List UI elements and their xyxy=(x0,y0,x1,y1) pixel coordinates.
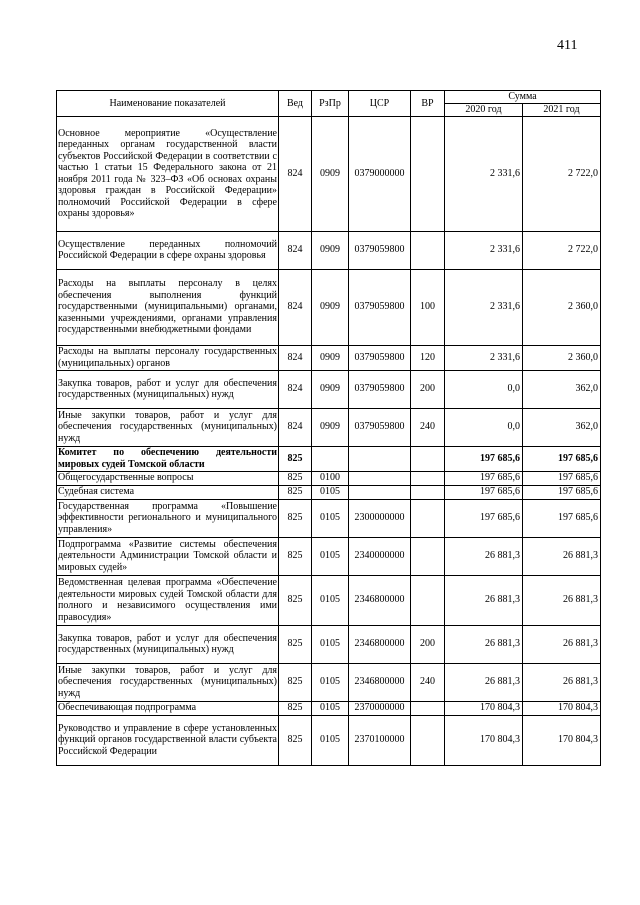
row-ved: 824 xyxy=(279,269,312,345)
row-sum-2020: 2 331,6 xyxy=(445,269,523,345)
row-sum-2021: 197 685,6 xyxy=(523,485,601,499)
row-sum-2020: 197 685,6 xyxy=(445,485,523,499)
row-name: Иные закупки товаров, работ и услуг для обеспечения государственных (муниципальных) нужд xyxy=(57,663,279,701)
header-name: Наименование показателей xyxy=(57,91,279,117)
table-row xyxy=(57,446,601,471)
row-sum-2020: 26 881,3 xyxy=(445,663,523,701)
row-sum-2020: 26 881,3 xyxy=(445,625,523,663)
row-ved: 824 xyxy=(279,116,312,231)
row-ved: 825 xyxy=(279,701,312,715)
row-rzpr: 0100 xyxy=(312,471,349,485)
table-row xyxy=(57,575,601,625)
header-2021: 2021 год xyxy=(523,103,601,116)
row-rzpr: 0105 xyxy=(312,499,349,537)
row-vr: 120 xyxy=(411,345,445,370)
row-vr: 240 xyxy=(411,663,445,701)
table-row xyxy=(57,485,601,499)
row-csr: 0379059800 xyxy=(349,231,411,269)
row-vr: 100 xyxy=(411,269,445,345)
row-vr xyxy=(411,701,445,715)
row-sum-2020: 170 804,3 xyxy=(445,715,523,765)
row-csr: 0379059800 xyxy=(349,345,411,370)
row-csr: 0379059800 xyxy=(349,269,411,345)
row-ved: 824 xyxy=(279,370,312,408)
row-name: Комитет по обеспечению деятельности мировых судей Томской области xyxy=(58,447,277,470)
table-row xyxy=(57,116,601,231)
row-sum-2021: 2 360,0 xyxy=(523,269,601,345)
row-sum-2020: 170 804,3 xyxy=(445,701,523,715)
table-row xyxy=(57,269,601,345)
row-csr: 0379000000 xyxy=(349,116,411,231)
row-ved: 824 xyxy=(279,408,312,446)
row-rzpr: 0105 xyxy=(312,663,349,701)
row-name: Судебная система xyxy=(57,485,279,499)
row-sum-2020: 26 881,3 xyxy=(445,575,523,625)
row-csr: 2340000000 xyxy=(349,537,411,575)
row-rzpr: 0105 xyxy=(312,715,349,765)
row-ved: 825 xyxy=(279,485,312,499)
row-name: Руководство и управление в сфере установленных функций органов государственной власти субъекта Российской Федерации xyxy=(57,715,279,765)
row-csr xyxy=(349,485,411,499)
budget-table xyxy=(56,90,601,766)
table-row xyxy=(57,231,601,269)
row-sum-2021: 170 804,3 xyxy=(523,701,601,715)
row-rzpr: 0909 xyxy=(312,116,349,231)
row-csr xyxy=(349,446,411,471)
header-2020: 2020 год xyxy=(445,103,523,116)
row-rzpr: 0105 xyxy=(312,485,349,499)
row-sum-2021: 362,0 xyxy=(523,370,601,408)
row-sum-2020: 0,0 xyxy=(445,408,523,446)
row-ved: 825 xyxy=(279,575,312,625)
row-sum-2020: 197 685,6 xyxy=(445,471,523,485)
row-name: Расходы на выплаты персоналу в целях обеспечения выполнения функций государственными (муниципальными) органами, казенными учреждениями, органами управления государственными внебюджетными фондами xyxy=(57,269,279,345)
row-rzpr: 0909 xyxy=(312,370,349,408)
row-sum-2021: 2 722,0 xyxy=(523,231,601,269)
row-rzpr: 0909 xyxy=(312,231,349,269)
row-name: Подпрограмма «Развитие системы обеспечения деятельности Администрации Томской области и мировых судей» xyxy=(57,537,279,575)
table-body xyxy=(57,116,601,765)
table-row xyxy=(57,370,601,408)
header-sum: Сумма xyxy=(445,91,601,104)
row-name: Расходы на выплаты персоналу государственных (муниципальных) органов xyxy=(58,346,277,369)
row-sum-2021: 2 722,0 xyxy=(523,116,601,231)
row-sum-2021: 26 881,3 xyxy=(523,575,601,625)
row-sum-2021: 26 881,3 xyxy=(523,625,601,663)
row-ved: 825 xyxy=(279,625,312,663)
row-name: Закупка товаров, работ и услуг для обеспечения государственных (муниципальных) нужд xyxy=(57,370,279,408)
row-sum-2020: 2 331,6 xyxy=(445,345,523,370)
row-ved: 825 xyxy=(279,471,312,485)
table-row xyxy=(57,625,601,663)
row-rzpr: 0909 xyxy=(312,408,349,446)
table-row xyxy=(57,701,601,715)
row-vr xyxy=(411,446,445,471)
header-ved: Вед xyxy=(279,91,312,117)
row-csr: 2370000000 xyxy=(349,701,411,715)
row-ved: 825 xyxy=(279,663,312,701)
row-rzpr: 0909 xyxy=(312,269,349,345)
row-ved: 824 xyxy=(279,231,312,269)
row-sum-2021: 2 360,0 xyxy=(523,345,601,370)
row-sum-2020: 0,0 xyxy=(445,370,523,408)
table-row xyxy=(57,471,601,485)
row-ved: 825 xyxy=(279,446,312,471)
row-vr: 240 xyxy=(411,408,445,446)
header-csr: ЦСР xyxy=(349,91,411,117)
row-rzpr: 0105 xyxy=(312,537,349,575)
row-sum-2021: 26 881,3 xyxy=(523,663,601,701)
row-sum-2020: 2 331,6 xyxy=(445,116,523,231)
row-csr: 0379059800 xyxy=(349,408,411,446)
row-sum-2021: 170 804,3 xyxy=(523,715,601,765)
row-sum-2021: 26 881,3 xyxy=(523,537,601,575)
table-row xyxy=(57,499,601,537)
row-vr xyxy=(411,471,445,485)
row-rzpr: 0909 xyxy=(312,345,349,370)
header-vr: ВР xyxy=(411,91,445,117)
row-vr xyxy=(411,116,445,231)
row-csr: 2346800000 xyxy=(349,663,411,701)
row-ved: 824 xyxy=(279,345,312,370)
row-vr: 200 xyxy=(411,625,445,663)
row-sum-2020: 197 685,6 xyxy=(445,499,523,537)
row-rzpr: 0105 xyxy=(312,701,349,715)
row-name: Осуществление переданных полномочий Российской Федерации в сфере охраны здоровья xyxy=(57,231,279,269)
table-row xyxy=(57,408,601,446)
row-name: Закупка товаров, работ и услуг для обеспечения государственных (муниципальных) нужд xyxy=(57,625,279,663)
row-vr xyxy=(411,231,445,269)
row-vr xyxy=(411,499,445,537)
row-name: Общегосударственные вопросы xyxy=(57,471,279,485)
row-ved: 825 xyxy=(279,537,312,575)
row-ved: 825 xyxy=(279,499,312,537)
page-number: 411 xyxy=(557,38,578,53)
table-row xyxy=(57,663,601,701)
table-row xyxy=(57,715,601,765)
row-name: Государственная программа «Повышение эффективности регионального и муниципального управления» xyxy=(57,499,279,537)
row-csr xyxy=(349,471,411,485)
row-rzpr xyxy=(312,446,349,471)
row-name: Основное мероприятие «Осуществление переданных органам государственной власти субъектов Российской Федерации в соответствии с частью 1 статьи 15 Федерального закона от 21 ноября 2011 года № 323–ФЗ «Об основах охраны здоровья граждан в Российской Федерации» полномочий Российской Федерации в сфере охраны здоровья» xyxy=(57,116,279,231)
header-rzpr: РзПр xyxy=(312,91,349,117)
row-vr xyxy=(411,715,445,765)
row-rzpr: 0105 xyxy=(312,575,349,625)
row-sum-2020: 26 881,3 xyxy=(445,537,523,575)
row-csr: 2346800000 xyxy=(349,625,411,663)
row-sum-2021: 197 685,6 xyxy=(523,446,601,471)
row-name: Ведомственная целевая программа «Обеспечение деятельности мировых судей Томской области для полного и независимого осуществления ими правосудия» xyxy=(57,575,279,625)
row-name: Иные закупки товаров, работ и услуг для обеспечения государственных (муниципальных) нужд xyxy=(57,408,279,446)
table-header xyxy=(57,91,601,117)
row-sum-2021: 197 685,6 xyxy=(523,471,601,485)
row-sum-2020: 197 685,6 xyxy=(445,446,523,471)
row-vr xyxy=(411,485,445,499)
row-csr: 2346800000 xyxy=(349,575,411,625)
row-csr: 2300000000 xyxy=(349,499,411,537)
row-ved: 825 xyxy=(279,715,312,765)
row-name: Обеспечивающая подпрограмма xyxy=(57,701,279,715)
row-sum-2021: 197 685,6 xyxy=(523,499,601,537)
row-sum-2021: 362,0 xyxy=(523,408,601,446)
row-csr: 0379059800 xyxy=(349,370,411,408)
row-csr: 2370100000 xyxy=(349,715,411,765)
row-sum-2020: 2 331,6 xyxy=(445,231,523,269)
table-row xyxy=(57,345,601,370)
row-vr xyxy=(411,575,445,625)
row-vr: 200 xyxy=(411,370,445,408)
row-rzpr: 0105 xyxy=(312,625,349,663)
row-vr xyxy=(411,537,445,575)
table-row xyxy=(57,537,601,575)
